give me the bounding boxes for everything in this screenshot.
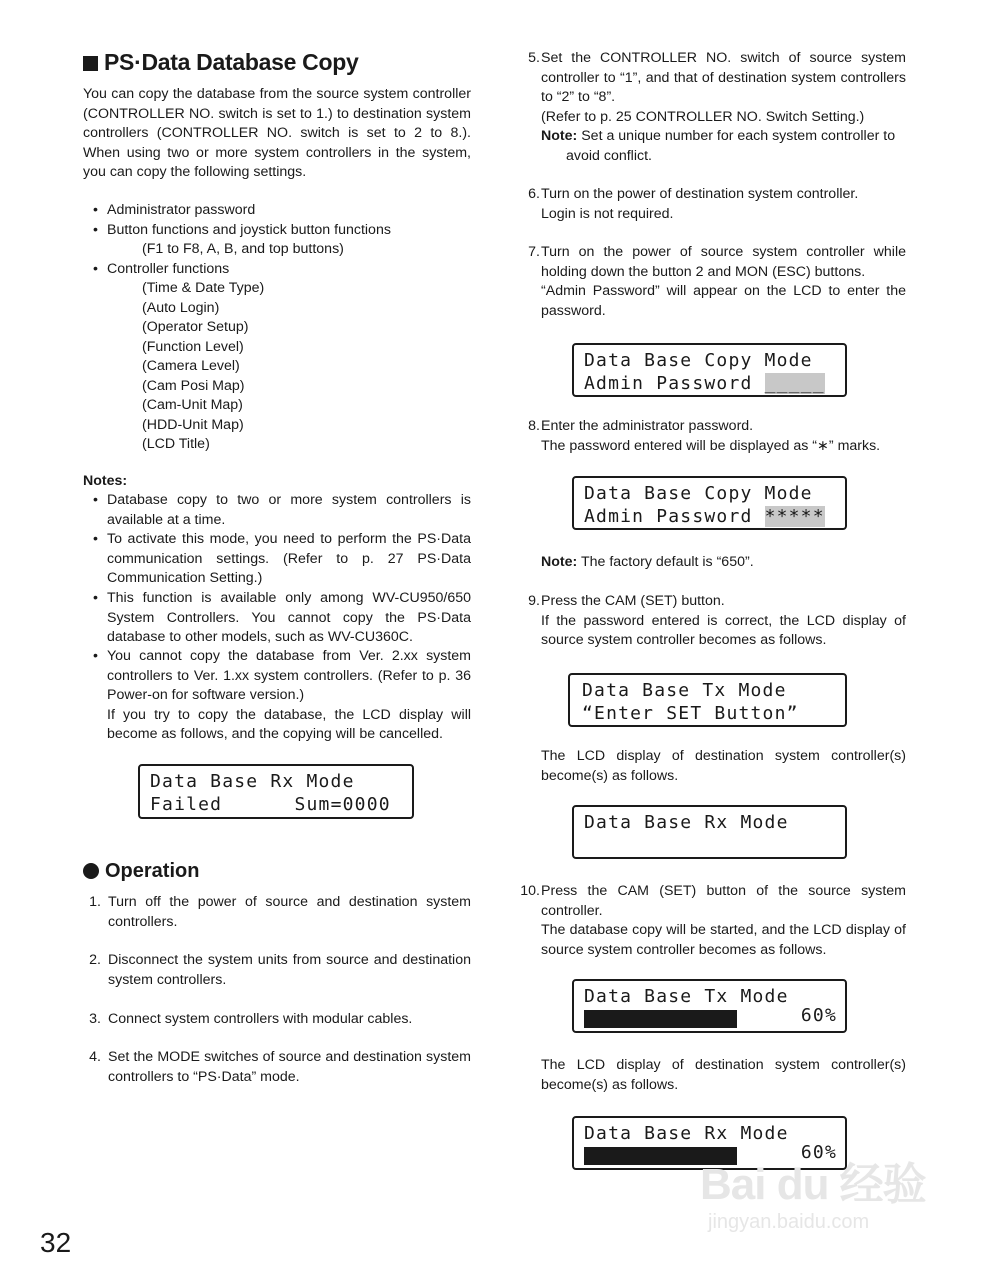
note-text: This function is available only among WV-CU950/650 System Controllers. You cannot copy the PS·Data database to other models, such as WV-CU360C. xyxy=(107,590,471,645)
lcd-line-failed: Failed xyxy=(150,794,223,815)
operation-step xyxy=(83,1048,471,1087)
step-number: 4. xyxy=(89,1049,101,1065)
step-ref: (Refer to p. 25 CONTROLLER NO. Switch Setting.) xyxy=(541,108,865,125)
note-item xyxy=(93,530,471,589)
bullet-icon: • xyxy=(93,260,98,277)
password-field: ***** xyxy=(764,506,825,527)
step-text: Enter the administrator password. xyxy=(541,418,754,434)
note-text: To activate this mode, you need to perform the PS·Data communication settings. (Refer to p. 27 PS·Data Communication Setting.) xyxy=(107,531,471,586)
step-number: 9. xyxy=(528,593,540,609)
lcd-line: Data Base Rx Mode xyxy=(584,1123,789,1144)
settings-item xyxy=(93,221,471,260)
step-number: 6. xyxy=(528,186,540,202)
step-number: 1. xyxy=(89,894,101,910)
lcd-tx-progress xyxy=(572,979,847,1033)
lcd-rx xyxy=(572,805,847,859)
step-number: 7. xyxy=(528,244,540,260)
operation-step xyxy=(83,951,471,990)
step-text: The password entered will be displayed as “∗” marks. xyxy=(541,437,881,454)
lcd-line: “Enter SET Button” xyxy=(582,703,799,724)
settings-subitem: (Cam-Unit Map) xyxy=(142,397,243,413)
dest-text: The LCD display of destination system controller(s) become(s) as follows. xyxy=(541,748,906,784)
step-note: Note: Set a unique number for each system controller to avoid conflict. xyxy=(541,128,896,164)
settings-subitem: (Cam Posi Map) xyxy=(142,377,245,394)
progress-percent: 60% xyxy=(800,1142,837,1163)
step-6 xyxy=(516,185,906,224)
lcd-line: Data Base Rx Mode xyxy=(150,771,355,792)
step-7 xyxy=(516,243,906,321)
step-text: Disconnect the system units from source and destination system controllers. xyxy=(108,952,471,988)
lcd-line: Data Base Tx Mode xyxy=(582,680,787,701)
step-text: Login is not required. xyxy=(541,205,674,222)
step-text: The database copy will be started, and the LCD display of source system controller becomes as follows. xyxy=(541,922,906,958)
watermark-main: Bai du 经验 xyxy=(700,1160,926,1209)
step-text: Set the CONTROLLER NO. switch of source system controller to “1”, and that of destination system controllers to “2” to “8”. xyxy=(541,50,906,105)
bullet-icon: • xyxy=(93,531,98,547)
settings-label: Controller functions xyxy=(107,260,230,277)
note-item xyxy=(93,589,471,648)
bullet-icon: • xyxy=(93,648,98,664)
step-8 xyxy=(516,417,906,456)
note-item xyxy=(93,647,471,745)
settings-subitem: (Operator Setup) xyxy=(142,319,249,335)
page-title: PS·Data Database Copy xyxy=(83,48,358,76)
bullet-icon: • xyxy=(93,221,98,238)
step-text: Turn on the power of destination system controller. xyxy=(541,186,859,202)
step-9 xyxy=(516,592,906,651)
lcd-line: Data Base Rx Mode xyxy=(584,812,789,833)
circle-bullet-icon xyxy=(83,863,99,879)
step-text: Turn on the power of source system controller while holding down the button 2 and MON (ESC) buttons. xyxy=(541,244,906,280)
notes-heading: Notes: xyxy=(83,473,128,489)
lcd-line: Data Base Copy Mode xyxy=(584,483,813,504)
settings-subitem: (F1 to F8, A, B, and top buttons) xyxy=(142,241,344,257)
step-number: 10. xyxy=(520,883,540,899)
step-number: 2. xyxy=(89,952,101,968)
step-text: “Admin Password” will appear on the LCD to enter the password. xyxy=(541,283,906,319)
operation-heading: Operation xyxy=(83,858,199,884)
operation-step xyxy=(83,893,471,932)
settings-label: Button functions and joystick button functions xyxy=(107,221,391,238)
step-text: Set the MODE switches of source and destination system controllers to “PS·Data” mode. xyxy=(108,1049,471,1085)
lcd-failed xyxy=(138,764,414,819)
page-number: 32 xyxy=(40,1227,72,1258)
lcd-line: Admin Password xyxy=(584,373,765,394)
step-text: Press the CAM (SET) button of the source system controller. xyxy=(541,883,906,919)
lcd-admin-password-entered xyxy=(572,476,847,530)
settings-item xyxy=(93,260,471,455)
settings-subitem: (HDD-Unit Map) xyxy=(142,416,244,433)
progress-bar xyxy=(584,1010,737,1028)
note-text: Database copy to two or more system controllers is available at a time. xyxy=(107,492,471,528)
progress-percent: 60% xyxy=(800,1005,837,1026)
watermark-logo xyxy=(700,1130,930,1240)
step-number: 3. xyxy=(89,1011,101,1027)
step-text: Turn off the power of source and destination system controllers. xyxy=(108,894,471,930)
lcd-tx-enter-set xyxy=(568,673,847,727)
lcd-line: Data Base Copy Mode xyxy=(584,350,813,371)
lcd-admin-password xyxy=(572,343,847,397)
watermark-url: jingyan.baidu.com xyxy=(708,1211,870,1233)
bullet-icon: • xyxy=(93,590,98,606)
note-text: You cannot copy the database from Ver. 2.xx system controllers to Ver. 1.xx system controllers. (Refer to p. 36 Power-on for software version.) xyxy=(107,648,471,703)
settings-subitem: (Camera Level) xyxy=(142,358,240,374)
lcd-line: Admin Password xyxy=(584,506,765,527)
lcd-sum: Sum=0000 xyxy=(294,794,391,815)
step-5 xyxy=(516,49,906,166)
settings-subitem: (LCD Title) xyxy=(142,436,210,452)
bullet-icon: • xyxy=(93,202,98,218)
settings-item xyxy=(93,201,471,221)
bullet-icon: • xyxy=(93,492,98,508)
step-text: Press the CAM (SET) button. xyxy=(541,593,725,609)
intro-paragraph: You can copy the database from the source system controller (CONTROLLER NO. switch is set to 1.) to destination system controllers (CONTROLLER NO. switch is set to 2 to 8.). When using two or more system controllers in the system, you can copy the following settings. xyxy=(83,86,471,180)
lcd-line: Data Base Tx Mode xyxy=(584,986,789,1007)
note-continuation: If you try to copy the database, the LCD display will become as follows, and the copying will be cancelled. xyxy=(107,706,471,742)
square-bullet-icon xyxy=(83,56,98,71)
settings-label: Administrator password xyxy=(107,202,256,218)
note-item xyxy=(93,491,471,530)
password-field: _____ xyxy=(764,373,825,394)
settings-subitem: (Function Level) xyxy=(142,338,244,355)
step-text: If the password entered is correct, the LCD display of source system controller becomes as follows. xyxy=(541,612,906,648)
note-default: Note: The factory default is “650”. xyxy=(541,554,754,570)
settings-subitem: (Auto Login) xyxy=(142,299,220,316)
step-text: Connect system controllers with modular cables. xyxy=(108,1011,413,1027)
settings-subitem: (Time & Date Type) xyxy=(142,280,265,296)
step-10 xyxy=(516,882,906,960)
step-number: 5. xyxy=(528,50,540,66)
step-number: 8. xyxy=(528,418,540,434)
dest-text-2: The LCD display of destination system controller(s) become(s) as follows. xyxy=(541,1057,906,1093)
operation-step xyxy=(83,1010,471,1030)
